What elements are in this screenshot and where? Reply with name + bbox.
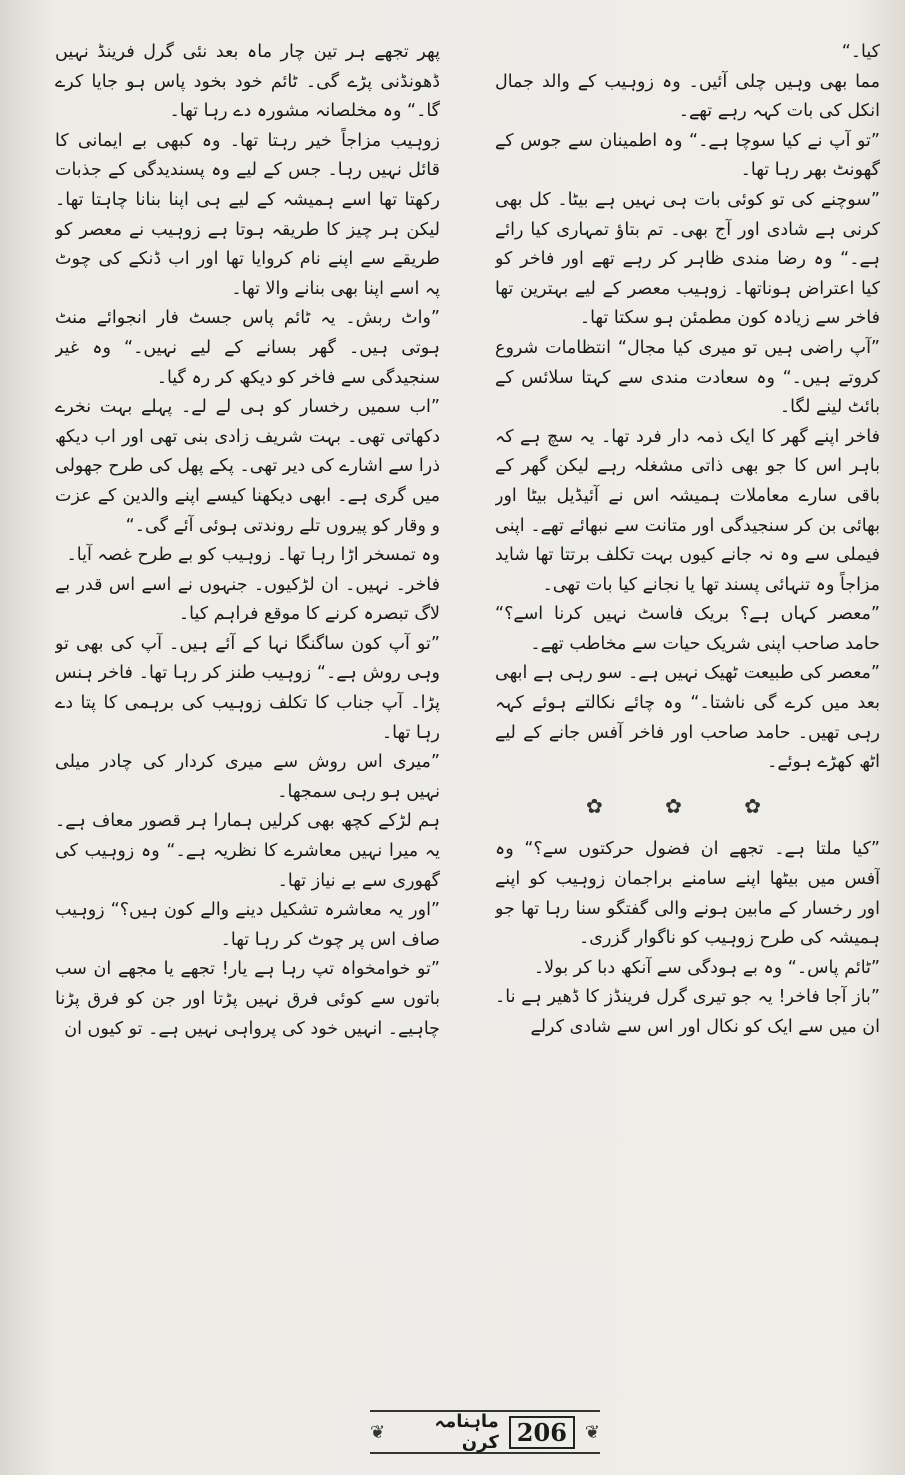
page-footer — [370, 1410, 600, 1454]
paragraph: ”تو آپ نے کیا سوچا ہے۔“ وہ اطمینان سے جوس کے گھونٹ بھر رہا تھا۔ — [495, 130, 880, 181]
paragraph: ”اب سمیں رخسار کو ہی لے لے۔ پہلے بہت نخرے دکھاتی تھی۔ بہت شریف زادی بنی تھی اور اب دیکھ ذرا سے اشارے کی دیر تھی۔ پکے پھل کی طرح جھولی میں گری ہے۔ ابھی دیکھنا کیسے اپنے والدین کے عزت و وقار کو پیروں تلے روندتی ہوئی آئے گی۔“ — [55, 397, 440, 536]
paragraph: وہ تمسخر اڑا رہا تھا۔ زوہیب کو بے طرح غصہ آیا۔ — [66, 545, 440, 566]
paragraph: مما بھی وہیں چلی آئیں۔ وہ زوہیب کے والد جمال انکل کی بات کہہ رہے تھے۔ — [495, 71, 880, 122]
right-text-column — [495, 38, 880, 1388]
paragraph: کیا۔“ — [841, 42, 880, 62]
paragraph: پھر تجھے ہر تین چار ماہ بعد نئی گرل فرینڈ نہیں ڈھونڈنی پڑے گی۔ ٹائم خود بخود پاس ہو جایا کرے گا۔“ وہ مخلصانہ مشورہ دے رہا تھا۔ — [55, 42, 440, 122]
section-divider-ornament: ✿ ✿ ✿ — [586, 793, 789, 818]
paragraph: فاخر اپنے گھر کا ایک ذمہ دار فرد تھا۔ یہ سچ ہے کہ باہر اس کا جو بھی ذاتی مشغلہ رہے لیکن گھر کے باقی سارے معاملات ہمیشہ اس نے آئیڈیل بیٹا اور بھائی بن کر سنجیدگی اور متانت سے نبھائے تھے۔ اپنی فیملی سے وہ نہ جانے کیوں بہت تکلف برتتا تھا شاید مزاجاً وہ تنہائی پسند تھا یا نجانے کیا بات تھی۔ — [495, 426, 880, 595]
page-number: 206 — [509, 1416, 575, 1449]
left-text-column — [55, 38, 440, 1388]
paragraph: ہم لڑکے کچھ بھی کرلیں ہمارا ہر قصور معاف ہے۔ یہ میرا نہیں معاشرے کا نظریہ ہے۔“ وہ زوہیب کی گھوری سے بے نیاز تھا۔ — [55, 811, 440, 891]
paragraph: ”سوچنے کی تو کوئی بات ہی نہیں ہے بیٹا۔ کل بھی کرنی ہے شادی اور آج بھی۔ تم بتاؤ تمہاری کیا رائے ہے۔“ وہ رضا مندی ظاہر کر رہے تھے اور فاخر کو کیا اعتراض ہوناتھا۔ زوہیب معصر کے لیے بہترین تھا فاخر سے زیادہ کون مطمئن ہو سکتا تھا۔ — [495, 189, 880, 329]
paragraph: ”معصر کہاں ہے؟ بریک فاسٹ نہیں کرنا اسے؟“ حامد صاحب اپنی شریک حیات سے مخاطب تھے۔ — [495, 604, 880, 654]
paragraph: ”اور یہ معاشرہ تشکیل دینے والے کون ہیں؟“ زوہیب صاف اس پر چوٹ کر رہا تھا۔ — [55, 900, 440, 950]
ornament-icon: ❦ — [584, 1421, 600, 1443]
paragraph: ”تو آپ کون ساگنگا نہا کے آئے ہیں۔ آپ کی بھی تو وہی روش ہے۔“ زوہیب طنز کر رہا تھا۔ فاخر ہنس پڑا۔ آپ جناب کا تکلف زوہیب کی برہمی کا پتا دے رہا تھا۔ — [55, 633, 440, 743]
paragraph: ”معصر کی طبیعت ٹھیک نہیں ہے۔ سو رہی ہے ابھی بعد میں کرے گی ناشتا۔“ وہ چائے نکالتے ہوئے کہہ رہی تھیں۔ حامد صاحب اور فاخر آفس جانے کے لیے اٹھ کھڑے ہوئے۔ — [495, 663, 880, 773]
paragraph: فاخر۔ نہیں۔ ان لڑکیوں۔ جنہوں نے اسے اس قدر بے لاگ تبصرہ کرنے کا موقع فراہم کیا۔ — [55, 574, 440, 625]
paragraph: ”کیا ملتا ہے۔ تجھے ان فضول حرکتوں سے؟“ وہ آفس میں بیٹھا اپنے سامنے براجمان زوہیب کو اپنے اور رخسار کے مابین ہونے والی گفتگو سنا رہا تھا جو ہمیشہ کی طرح زوہیب کو ناگوار گزری۔ — [495, 839, 880, 949]
paragraph: ”آپ راضی ہیں تو میری کیا مجال“ انتظامات شروع کروتے ہیں۔“ وہ سعادت مندی سے کہتا سلائس کے بائٹ لینے لگا۔ — [495, 337, 880, 418]
paragraph: ”تو خوامخواہ تپ رہا ہے یار! تجھے یا مجھے ان سب باتوں سے کوئی فرق نہیں پڑتا اور جن کو فرق پڑنا چاہیے۔ انہیں خود کی پرواہی نہیں ہے۔ تو کیوں ان — [55, 959, 440, 1039]
paragraph: ”باز آجا فاخر! یہ جو تیری گرل فرینڈز کا ڈھیر ہے نا۔ ان میں سے ایک کو نکال اور اس سے شادی کرلے — [495, 987, 880, 1037]
ornament-icon: ❦ — [370, 1421, 386, 1443]
paragraph: ”ٹائم پاس۔“ وہ بے ہودگی سے آنکھ دبا کر بولا۔ — [533, 957, 880, 978]
magazine-name: ماہنامہ کرن — [434, 1411, 499, 1453]
paragraph: ”میری اس روش سے میری کردار کی چادر میلی نہیں ہو رہی سمجھا۔ — [55, 752, 440, 802]
paragraph: ”واٹ ربش۔ یہ ٹائم پاس جسٹ فار انجوائے منٹ ہوتی ہیں۔ گھر بسانے کے لیے نہیں۔“ وہ غیر سنجیدگی سے فاخر کو دیکھ کر رہ گیا۔ — [55, 308, 440, 388]
paragraph: زوہیب مزاجاً خیر رہتا تھا۔ وہ کبھی بے ایمانی کا قائل نہیں رہا۔ جس کے لیے وہ پسندیدگی کے جذبات رکھتا تھا اسے ہمیشہ کے لیے ہی اپنا بنانا چاہتا تھا۔ لیکن ہر چیز کا طریقہ ہوتا ہے زوہیب نے معصر کو طریقے سے اپنے نام کروایا تھا اور اب ڈنکے کی چوٹ پہ اسے اپنا بھی بنانے والا تھا۔ — [55, 130, 440, 299]
